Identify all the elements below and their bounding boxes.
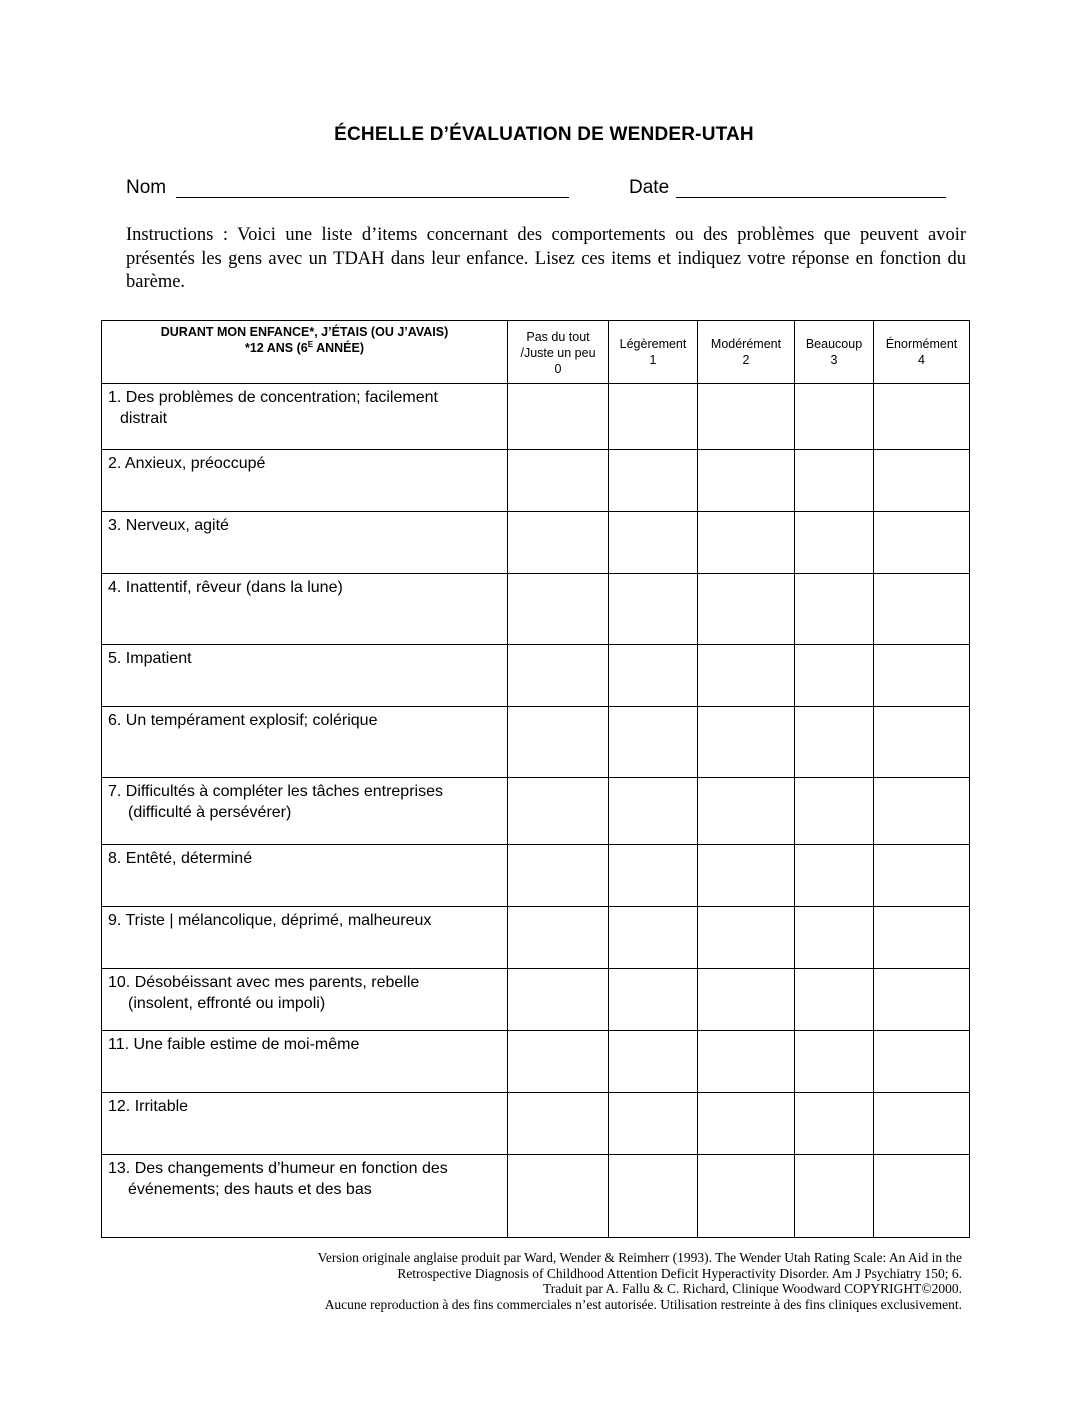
item-text: 11. Une faible estime de moi-même <box>108 1036 360 1053</box>
column-header-4: Énormément 4 <box>874 321 970 384</box>
rating-cell-4[interactable] <box>874 778 970 845</box>
rating-cell-4[interactable] <box>874 574 970 645</box>
rating-cell-3[interactable] <box>795 512 874 574</box>
name-label: Nom <box>126 177 167 198</box>
item-label <box>102 384 508 450</box>
copyright-footer <box>142 1250 962 1312</box>
rating-cell-2[interactable] <box>698 707 795 778</box>
rating-cell-3[interactable] <box>795 778 874 845</box>
table-row <box>102 707 970 778</box>
footer-line-2: Retrospective Diagnosis of Childhood Attention Deficit Hyperactivity Disorder. Am J Psychiatry 150; 6. <box>397 1265 962 1281</box>
rating-cell-4[interactable] <box>874 384 970 450</box>
item-label <box>102 1031 508 1093</box>
rating-cell-1[interactable] <box>609 778 698 845</box>
column-header-3: Beaucoup 3 <box>795 321 874 384</box>
item-text: 2. Anxieux, préoccupé <box>108 455 266 472</box>
rating-cell-0[interactable] <box>508 574 609 645</box>
rating-cell-1[interactable] <box>609 1155 698 1238</box>
table-row <box>102 512 970 574</box>
rating-cell-4[interactable] <box>874 907 970 969</box>
date-field[interactable] <box>676 197 946 198</box>
table-row <box>102 450 970 512</box>
form-title: ÉCHELLE D’ÉVALUATION DE WENDER-UTAH <box>334 124 754 145</box>
table-header-row <box>102 321 970 384</box>
rating-cell-1[interactable] <box>609 512 698 574</box>
rating-cell-0[interactable] <box>508 1031 609 1093</box>
rating-cell-0[interactable] <box>508 778 609 845</box>
item-label <box>102 574 508 645</box>
rating-cell-4[interactable] <box>874 1155 970 1238</box>
rating-cell-2[interactable] <box>698 778 795 845</box>
table-row <box>102 969 970 1031</box>
item-label <box>102 969 508 1031</box>
rating-cell-0[interactable] <box>508 512 609 574</box>
header-line-1: DURANT MON ENFANCE*, J’ÉTAIS (OU J’AVAIS) <box>160 325 449 339</box>
item-label <box>102 1155 508 1238</box>
rating-cell-1[interactable] <box>609 574 698 645</box>
column-header-2: Modérément 2 <box>698 321 795 384</box>
rating-cell-4[interactable] <box>874 969 970 1031</box>
rating-cell-3[interactable] <box>795 1031 874 1093</box>
rating-cell-1[interactable] <box>609 845 698 907</box>
column-header-1: Légèrement 1 <box>609 321 698 384</box>
rating-cell-0[interactable] <box>508 384 609 450</box>
rating-cell-2[interactable] <box>698 907 795 969</box>
item-text: 5. Impatient <box>108 650 192 667</box>
footer-line-4: Aucune reproduction à des fins commerciales n’est autorisée. Utilisation restreinte à des fins cliniques exclusivement. <box>324 1296 962 1312</box>
rating-cell-1[interactable] <box>609 450 698 512</box>
rating-table <box>101 320 970 1238</box>
rating-cell-3[interactable] <box>795 384 874 450</box>
rating-cell-4[interactable] <box>874 845 970 907</box>
rating-cell-4[interactable] <box>874 645 970 707</box>
rating-cell-3[interactable] <box>795 645 874 707</box>
rating-cell-4[interactable] <box>874 1031 970 1093</box>
header-line-2: *12 ANS ($6^E$ ANNÉE) <box>244 340 365 355</box>
rating-cell-2[interactable] <box>698 450 795 512</box>
item-label <box>102 450 508 512</box>
item-text-continued: (difficulté à persévérer) <box>128 804 292 821</box>
rating-cell-1[interactable] <box>609 969 698 1031</box>
rating-cell-2[interactable] <box>698 574 795 645</box>
rating-cell-1[interactable] <box>609 1093 698 1155</box>
rating-cell-1[interactable] <box>609 1031 698 1093</box>
rating-cell-0[interactable] <box>508 645 609 707</box>
rating-cell-1[interactable] <box>609 707 698 778</box>
item-text: 8. Entêté, déterminé <box>108 850 253 867</box>
rating-cell-0[interactable] <box>508 1093 609 1155</box>
rating-cell-3[interactable] <box>795 574 874 645</box>
date-label: Date <box>629 177 670 198</box>
item-label <box>102 1093 508 1155</box>
rating-cell-0[interactable] <box>508 1155 609 1238</box>
table-row <box>102 1031 970 1093</box>
item-label <box>102 778 508 845</box>
table-row <box>102 1093 970 1155</box>
item-text: 6. Un tempérament explosif; colérique <box>108 712 378 729</box>
name-field[interactable] <box>176 197 569 198</box>
item-text: 10. Désobéissant avec mes parents, rebelle <box>108 974 420 991</box>
table-row <box>102 574 970 645</box>
rating-cell-4[interactable] <box>874 707 970 778</box>
item-text: 3. Nerveux, agité <box>108 517 229 534</box>
item-label <box>102 907 508 969</box>
item-label <box>102 845 508 907</box>
rating-cell-1[interactable] <box>609 645 698 707</box>
item-text: 9. Triste | mélancolique, déprimé, malheureux <box>108 912 432 929</box>
item-text: 1. Des problèmes de concentration; facilement <box>108 389 438 406</box>
rating-cell-0[interactable] <box>508 907 609 969</box>
rating-cell-3[interactable] <box>795 845 874 907</box>
table-row <box>102 845 970 907</box>
rating-cell-0[interactable] <box>508 845 609 907</box>
rating-cell-2[interactable] <box>698 969 795 1031</box>
rating-cell-0[interactable] <box>508 969 609 1031</box>
rating-cell-3[interactable] <box>795 969 874 1031</box>
table-row <box>102 1155 970 1238</box>
rating-cell-2[interactable] <box>698 845 795 907</box>
item-text: 7. Difficultés à compléter les tâches entreprises <box>108 783 443 800</box>
footer-line-3: Traduit par A. Fallu & C. Richard, Clinique Woodward COPYRIGHT©2000. <box>542 1281 962 1296</box>
table-row <box>102 645 970 707</box>
rating-cell-1[interactable] <box>609 907 698 969</box>
rating-cell-2[interactable] <box>698 512 795 574</box>
rating-cell-2[interactable] <box>698 645 795 707</box>
item-text: 4. Inattentif, rêveur (dans la lune) <box>108 579 343 596</box>
item-label <box>102 512 508 574</box>
rating-cell-4[interactable] <box>874 512 970 574</box>
item-text-continued: distrait <box>120 410 168 427</box>
item-text: 13. Des changements d’humeur en fonction des <box>108 1160 448 1177</box>
rating-cell-3[interactable] <box>795 707 874 778</box>
column-header-0: Pas du tout /Juste un peu 0 <box>508 321 609 384</box>
rating-cell-2[interactable] <box>698 1093 795 1155</box>
rating-cell-1[interactable] <box>609 384 698 450</box>
instructions-text: Instructions : Voici une liste d’items concernant des comportements ou des problèmes que peuvent avoir présentés les gens avec un TDAH dans leur enfance. Lisez ces items et indiquez votre réponse en fonction du barème. <box>126 225 966 292</box>
rating-cell-3[interactable] <box>795 450 874 512</box>
item-text-continued: (insolent, effronté ou impoli) <box>128 995 326 1012</box>
item-label <box>102 645 508 707</box>
rating-cell-3[interactable] <box>795 907 874 969</box>
table-row <box>102 778 970 845</box>
rating-cell-2[interactable] <box>698 1031 795 1093</box>
items-column-header <box>102 321 508 384</box>
rating-cell-2[interactable] <box>698 384 795 450</box>
rating-cell-0[interactable] <box>508 450 609 512</box>
rating-cell-3[interactable] <box>795 1093 874 1155</box>
table-row <box>102 907 970 969</box>
item-text: 12. Irritable <box>108 1098 189 1115</box>
rating-cell-2[interactable] <box>698 1155 795 1238</box>
footer-line-1: Version originale anglaise produit par Ward, Wender & Reimherr (1993). The Wender Utah Rating Scale: An Aid in the <box>317 1250 962 1265</box>
rating-cell-3[interactable] <box>795 1155 874 1238</box>
rating-cell-4[interactable] <box>874 1093 970 1155</box>
table-row <box>102 384 970 450</box>
rating-cell-0[interactable] <box>508 707 609 778</box>
item-text-continued: événements; des hauts et des bas <box>128 1181 372 1198</box>
item-label <box>102 707 508 778</box>
rating-cell-4[interactable] <box>874 450 970 512</box>
